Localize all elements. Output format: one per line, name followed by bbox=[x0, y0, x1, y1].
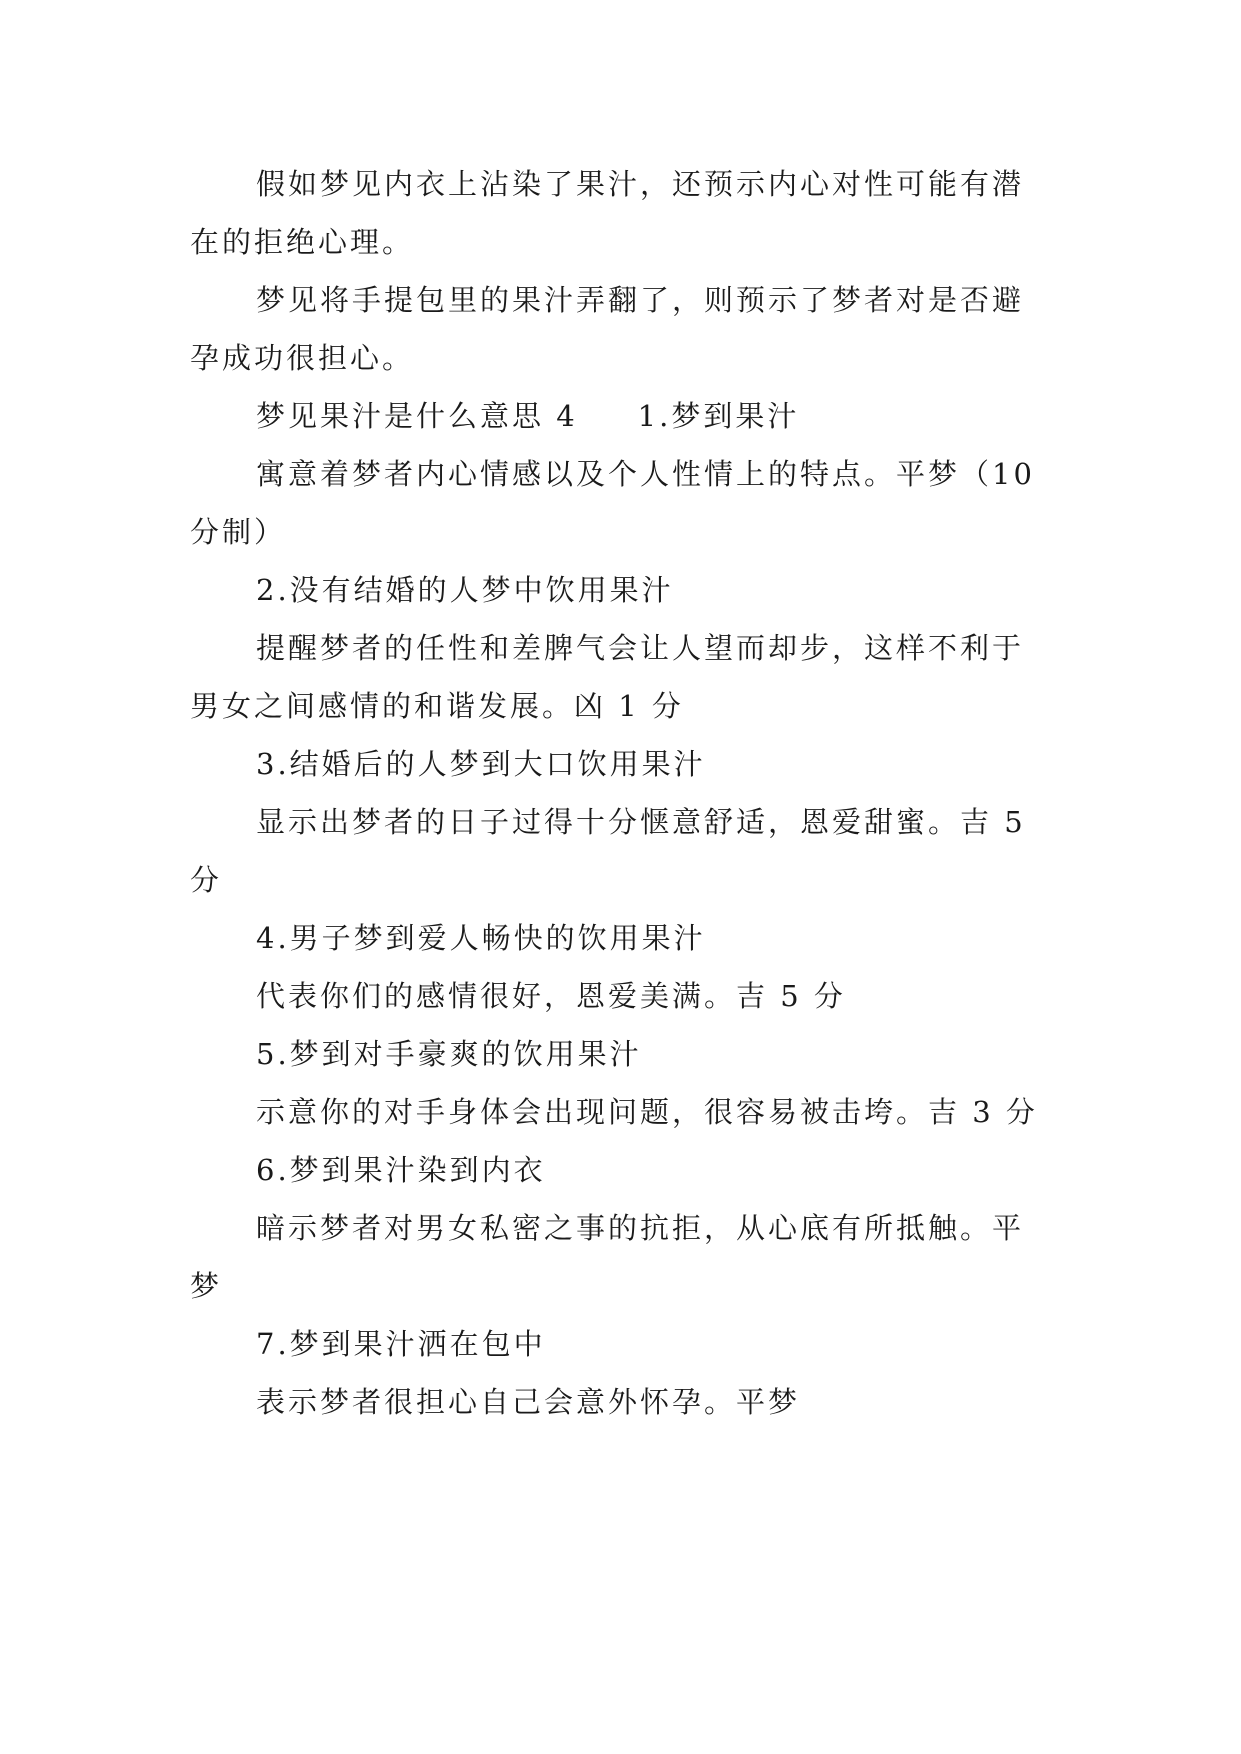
item-title: 3.结婚后的人梦到大口饮用果汁 bbox=[256, 747, 706, 781]
paragraph-line: 示意你的对手身体会出现问题，很容易被击垮。吉 3 分 bbox=[256, 1095, 1038, 1129]
paragraph-line: 暗示梦者对男女私密之事的抗拒，从心底有所抵触。平 bbox=[256, 1211, 1025, 1245]
paragraph-line: 梦 bbox=[190, 1269, 223, 1303]
item-title: 7.梦到果汁洒在包中 bbox=[256, 1327, 546, 1361]
paragraph-line: 提醒梦者的任性和差脾气会让人望而却步，这样不利于 bbox=[256, 631, 1025, 665]
paragraph-line: 寓意着梦者内心情感以及个人性情上的特点。平梦（10 bbox=[256, 457, 1035, 491]
paragraph-line: 假如梦见内衣上沾染了果汁，还预示内心对性可能有潜 bbox=[256, 167, 1025, 201]
paragraph-line: 分 bbox=[190, 863, 223, 897]
paragraph-line: 男女之间感情的和谐发展。凶 1 分 bbox=[190, 689, 684, 723]
paragraph-line: 表示梦者很担心自己会意外怀孕。平梦 bbox=[256, 1385, 801, 1419]
paragraph-line: 代表你们的感情很好，恩爱美满。吉 5 分 bbox=[256, 979, 846, 1013]
item-title: 6.梦到果汁染到内衣 bbox=[256, 1153, 546, 1187]
item-title: 4.男子梦到爱人畅快的饮用果汁 bbox=[256, 921, 706, 955]
item-title: 1.梦到果汁 bbox=[637, 399, 800, 433]
section-title: 梦见果汁是什么意思 4 bbox=[256, 399, 578, 433]
document-body bbox=[190, 155, 1052, 1431]
paragraph-line: 在的拒绝心理。 bbox=[190, 225, 415, 259]
paragraph-line: 显示出梦者的日子过得十分惬意舒适，恩爱甜蜜。吉 5 bbox=[256, 805, 1026, 839]
item-title: 2.没有结婚的人梦中饮用果汁 bbox=[256, 573, 674, 607]
paragraph-line: 分制） bbox=[190, 515, 287, 549]
item-title: 5.梦到对手豪爽的饮用果汁 bbox=[256, 1037, 642, 1071]
paragraph-line: 孕成功很担心。 bbox=[190, 341, 415, 375]
section-heading bbox=[190, 387, 1052, 445]
paragraph-line: 梦见将手提包里的果汁弄翻了，则预示了梦者对是否避 bbox=[256, 283, 1025, 317]
